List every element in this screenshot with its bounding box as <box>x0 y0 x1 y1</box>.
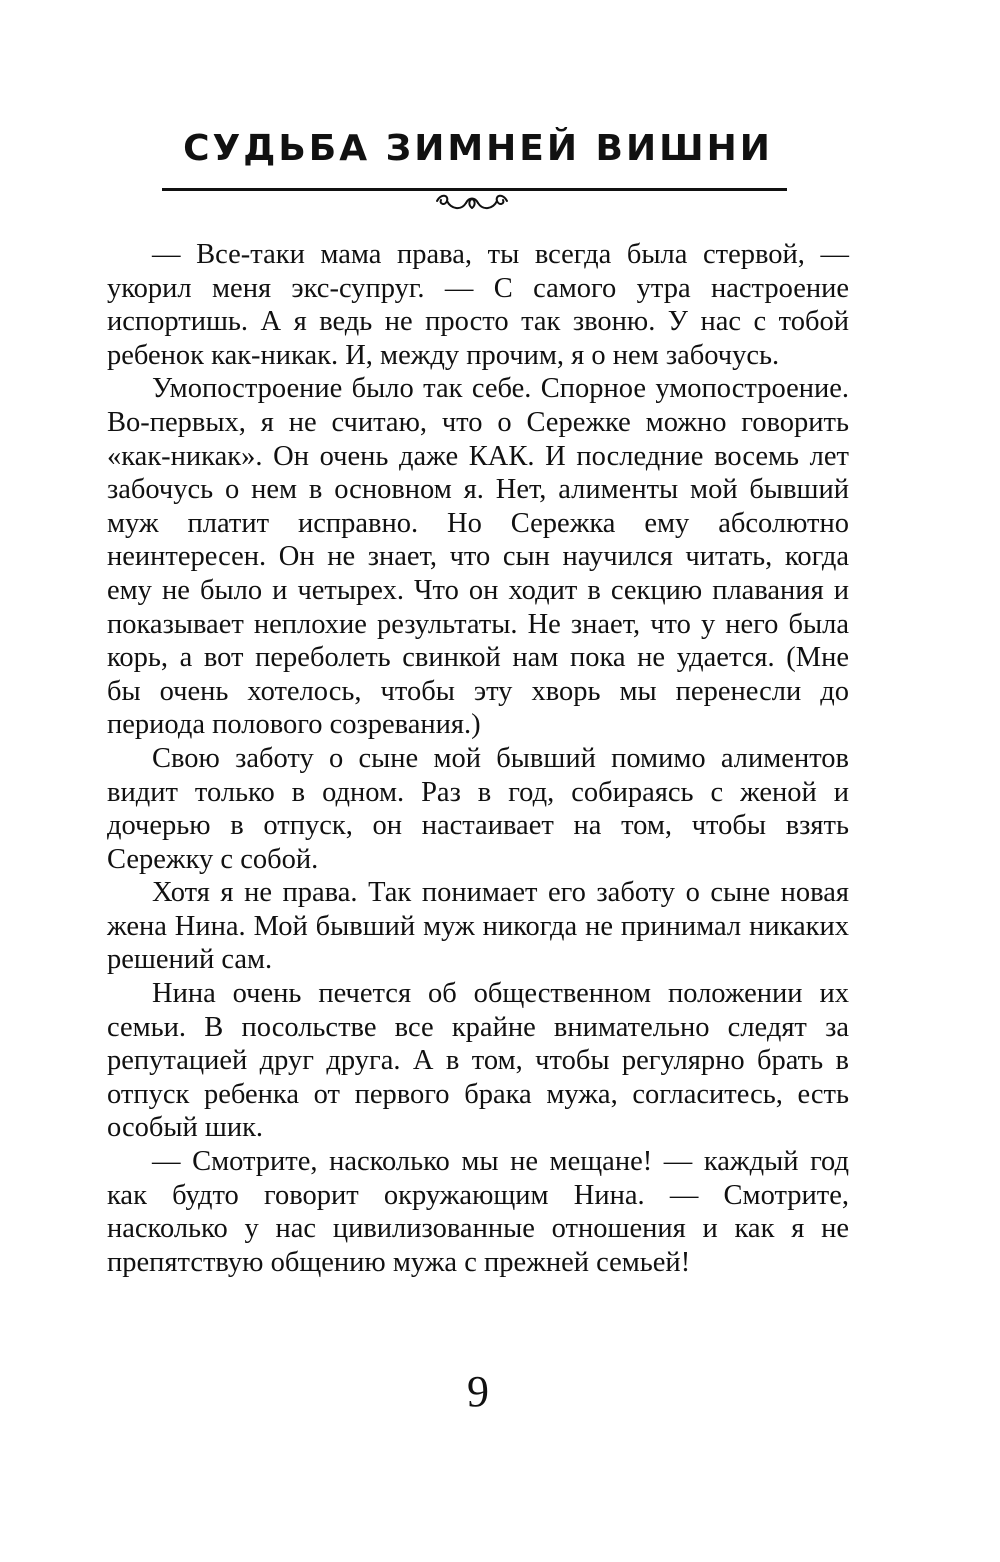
running-head-title: СУДЬБА ЗИМНЕЙ ВИШНИ <box>183 128 773 169</box>
scroll-ornament-icon <box>433 189 511 217</box>
paragraph: Свою заботу о сыне мой бывший помимо алиментов видит только в одном. Раз в год, собираясь с женой и дочерью в отпуск, он настаивает на том, чтобы взять Сережку с собой. <box>107 742 849 875</box>
paragraph: — Все-таки мама права, ты всегда была стервой, — укорил меня экс-супруг. — С самого утра настроение испортишь. А я ведь не просто так звоню. У нас с тобой ребенок как-никак. И, между прочим, я о нем забочусь. <box>107 239 849 371</box>
paragraph: Умопостроение было так себе. Спорное умопостроение. Во-первых, я не считаю, что о Сережке можно говорить «как-никак». Он очень даже КАК. И последние восемь лет забочусь о нем в основном я. Нет, алименты мой бывший муж платит исправно. Но Сережка ему абсолютно неинтересен. Он не знает, что сын научился читать, когда ему не было и четырех. Что он ходит в секцию плавания и показывает неплохие результаты. Не знает, что у него была корь, а вот переболеть свинкой нам пока не удается. (Мне бы очень хотелось, чтобы эту хворь мы перенесли до периода полового созревания.) <box>107 373 849 741</box>
paragraph: Хотя я не права. Так понимает его заботу о сыне новая жена Нина. Мой бывший муж никогда не принимал никаких решений сам. <box>107 877 849 976</box>
page-body <box>107 238 849 1279</box>
paragraph: — Смотрите, насколько мы не мещане! — каждый год как будто говорит окружающим Нина. — Смотрите, насколько у нас цивилизованные отношения и как я не препятствую общению мужа с прежней семьей! <box>107 1146 849 1278</box>
page-number: 9 <box>467 1367 489 1416</box>
paragraph: Нина очень печется об общественном положении их семьи. В посольстве все крайне внимательно следят за репутацией друг друга. А в том, чтобы регулярно брать в отпуск ребенка от первого брака мужа, согласитесь, есть особый шик. <box>107 978 849 1144</box>
